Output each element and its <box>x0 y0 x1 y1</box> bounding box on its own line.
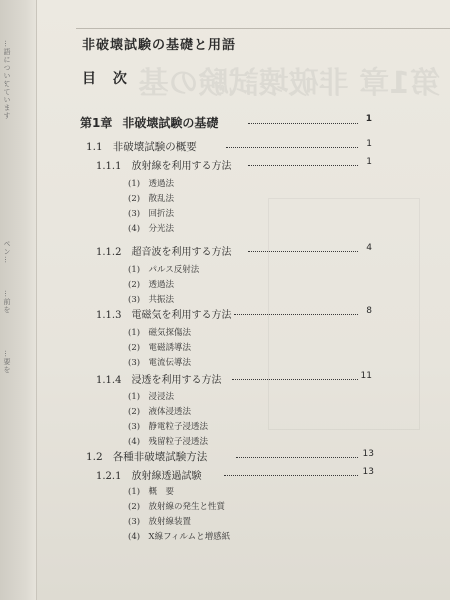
gutter-text-4: …前を <box>3 290 11 314</box>
subsection-number: 1.1.4 <box>96 375 122 386</box>
toc-section-1-1 <box>86 139 372 154</box>
leader-dots <box>234 314 358 315</box>
page-number: 8 <box>366 306 372 316</box>
leader-dots <box>236 457 358 458</box>
section-number: 1.1 <box>86 141 103 153</box>
toc-subsection-1-1-1 <box>96 157 372 172</box>
chapter-number: 第1章 <box>80 116 113 130</box>
section-title: 非破壊試験の概要 <box>112 141 197 153</box>
leader-dots <box>248 251 358 252</box>
section-number: 1.2 <box>86 451 103 463</box>
list-item: (4) 分光法 <box>128 224 175 234</box>
toc-chapter-1 <box>80 114 372 131</box>
toc-subsection-1-1-3 <box>96 306 372 321</box>
list-item: (3) 回折法 <box>128 209 175 219</box>
list-item: (2) 透過法 <box>128 280 175 290</box>
toc-subsection-1-1-4 <box>96 371 372 386</box>
toc-heading: 目 次 <box>82 71 133 87</box>
leader-dots <box>248 165 358 166</box>
leader-dots <box>232 379 358 380</box>
page-number: 1 <box>366 157 372 167</box>
page-number: 13 <box>362 467 374 477</box>
gutter-text-5: …要を <box>3 350 11 374</box>
gutter-text-2: …ています <box>3 80 11 120</box>
subsection-title: 電磁気を利用する方法 <box>131 310 232 321</box>
list-item: (2) 放射線の発生と性質 <box>128 502 226 512</box>
subsection-number: 1.2.1 <box>96 471 122 482</box>
list-item: (3) 電流伝導法 <box>128 358 192 368</box>
list-item: (4) 残留粒子浸透法 <box>128 437 209 447</box>
book-title: 非破壊試験の基礎と用語 <box>82 38 237 53</box>
header-rule <box>76 28 450 29</box>
subsection-title: 超音波を利用する方法 <box>131 247 232 258</box>
leader-dots <box>226 147 358 148</box>
list-item: (1) パルス反射法 <box>128 265 200 275</box>
page-number: 11 <box>360 371 372 381</box>
section-title: 各種非破壊試験方法 <box>112 451 208 463</box>
list-item: (1) 磁気探傷法 <box>128 328 192 338</box>
page-number: 1 <box>365 114 372 124</box>
page-number: 4 <box>366 243 372 253</box>
subsection-number: 1.1.2 <box>96 247 122 258</box>
subsection-number: 1.1.1 <box>96 161 122 172</box>
gutter-text-1: …語について <box>3 40 11 88</box>
list-item: (4) X線フィルムと増感紙 <box>128 532 231 542</box>
previous-page-edge <box>0 0 37 600</box>
chapter-title: 非破壊試験の基礎 <box>122 116 219 130</box>
page-number: 1 <box>366 139 372 149</box>
toc-subsection-1-1-2 <box>96 243 372 258</box>
bleed-through-text: 第1章 非破壊試験の基 <box>138 66 440 101</box>
list-item: (1) 浸浸法 <box>128 392 175 402</box>
leader-dots <box>248 123 358 124</box>
leader-dots <box>224 475 358 476</box>
toc-subsection-1-2-1 <box>96 467 374 482</box>
list-item: (2) 液体浸透法 <box>128 407 192 417</box>
list-item: (3) 静電粒子浸透法 <box>128 422 209 432</box>
subsection-number: 1.1.3 <box>96 310 122 321</box>
toc-section-1-2 <box>86 449 374 464</box>
list-item: (2) 電磁誘導法 <box>128 343 192 353</box>
page-number: 13 <box>362 449 374 459</box>
list-item: (3) 共振法 <box>128 295 175 305</box>
list-item: (3) 放射線装置 <box>128 517 192 527</box>
subsection-title: 放射線透過試験 <box>131 471 202 482</box>
list-item: (1) 概 要 <box>128 487 175 497</box>
subsection-title: 浸透を利用する方法 <box>131 375 222 386</box>
list-item: (2) 散乱法 <box>128 194 175 204</box>
subsection-title: 放射線を利用する方法 <box>131 161 232 172</box>
gutter-text-3: ペン… <box>3 240 11 264</box>
list-item: (1) 透過法 <box>128 179 175 189</box>
